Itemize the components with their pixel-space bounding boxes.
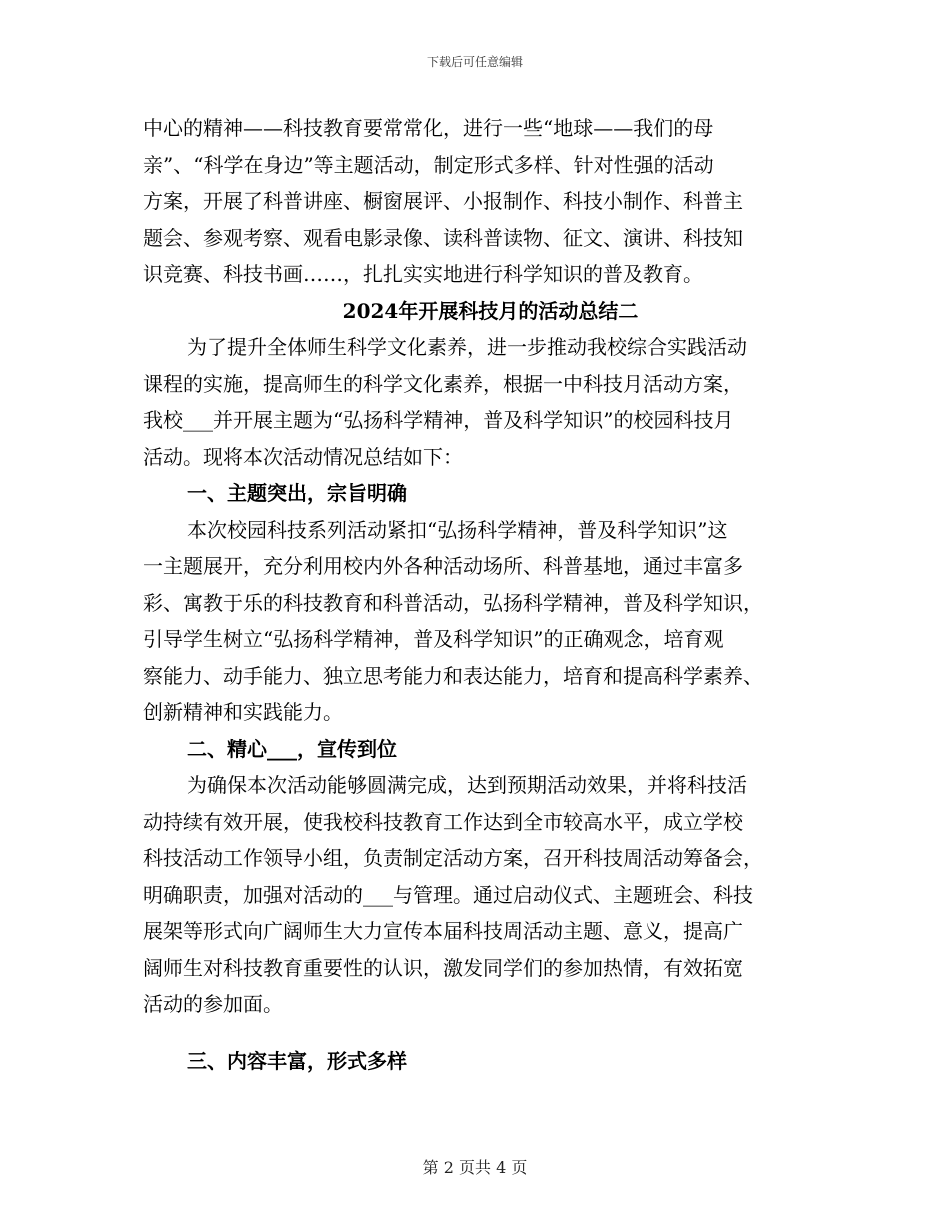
text-line: 亲”、“科学在身边”等主题活动，制定形式多样、针对性强的活动 [143,152,714,177]
paragraph-section-2 [143,767,808,1023]
text-line: 活动的参加面。 [143,992,283,1016]
text-line: 方案，开展了科普讲座、橱窗展评、小报制作、科技小制作、科普主 [143,189,743,213]
text-line: 我校___并开展主题为“弘扬科学精神，普及科学知识”的校园科技月 [143,408,734,432]
document-body [143,110,808,1079]
paragraph-continued [143,110,808,293]
text-line: 创新精神和实践能力。 [143,700,343,724]
text-line: 展架等形式向广阔师生大力宣传本届科技周活动主题、意义，提高广 [143,919,743,943]
text-line: 为了提升全体师生科学文化素养，进一步推动我校综合实践活动 [187,335,747,359]
text-line: 引导学生树立“弘扬科学精神，普及科学知识”的正确观念，培育观 [143,627,724,651]
text-line: 活动。现将本次活动情况总结如下： [143,444,463,469]
text-line: 阔师生对科技教育重要性的认识，激发同学们的参加热情，有效拓宽 [143,955,743,980]
text-line: 中心的精神——科技教育要常常化，进行一些“地球——我们的母 [143,116,714,140]
section-heading-3: 三、内容丰富，形式多样 [187,1048,407,1073]
paragraph-intro [143,329,808,475]
text-line: 本次校园科技系列活动紧扣“弘扬科学精神，普及科学知识”这 [187,517,728,542]
text-line: 动持续有效开展，使我校科技教育工作达到全市较高水平，成立学校 [143,809,743,834]
text-line: 为确保本次活动能够圆满完成，达到预期活动效果，并将科技活 [187,773,747,797]
text-line: 彩、寓教于乐的科技教育和科普活动，弘扬科学精神，普及科学知识， [143,590,763,615]
page-header: 下载后可任意编辑 [426,55,523,69]
text-line: 察能力、动手能力、独立思考能力和表达能力，培育和提高科学素养、 [143,663,763,688]
section-heading-2: 二、精心___，宣传到位 [187,736,397,761]
text-line: 科技活动工作领导小组，负责制定活动方案，召开科技周活动筹备会， [143,846,763,870]
section-heading-1: 一、主题突出，宗旨明确 [187,481,407,505]
text-line: 明确职责，加强对活动的___与管理。通过启动仪式、主题班会、科技 [143,882,753,907]
text-line: 识竞赛、科技书画……，扎扎实实地进行科学知识的普及教育。 [143,262,703,286]
text-line: 题会、参观考察、观看电影录像、读科普读物、征文、演讲、科技知 [143,225,743,250]
text-line: 一主题展开，充分利用校内外各种活动场所、科普基地，通过丰富多 [143,554,743,578]
spacer [143,1023,808,1043]
paragraph-section-1 [143,512,808,731]
page-footer: 第 2 页共 4 页 [422,1158,528,1177]
document-title: 2024年开展科技月的活动总结二 [342,298,639,323]
text-line: 课程的实施，提高师生的科学文化素养，根据一中科技月活动方案， [143,371,743,396]
